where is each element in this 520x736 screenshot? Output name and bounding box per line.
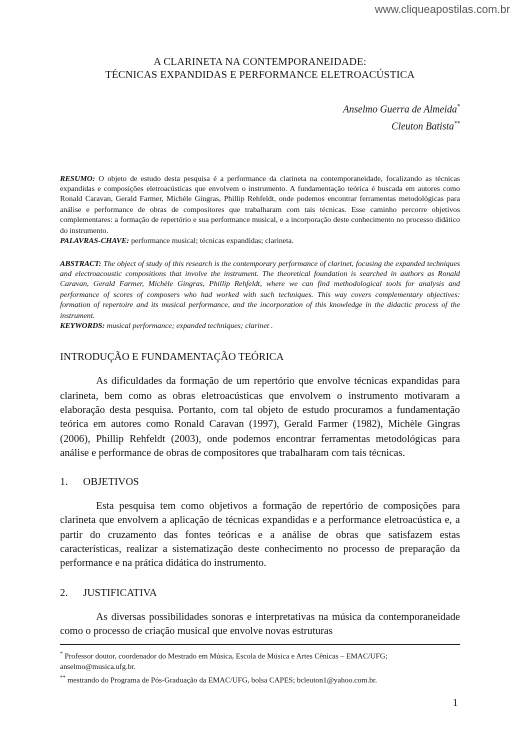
document-page (60, 56, 460, 639)
keywords-text: musical performance; expanded techniques; clarinet . (104, 320, 273, 330)
justificativa-paragraph: As diversas possibilidades sonoras e interpretativas na música da contemporaneidade como o processo de criação musical que envolve novas estruturas (60, 611, 460, 637)
palavras-chave-text: performance musical; técnicas expandidas; clarineta. (129, 236, 294, 246)
intro-paragraph: As dificuldades da formação de um repertório que envolve técnicas expandidas para clarineta, bem como as obras eletroacústicas que envolvem o instrumento motivaram a elaboração desta pesquisa. Portanto, com tal objeto de estudo procuramos a fundamentação teórica em autores como Ronald Caravan (1997), Gerald Farmer (1982), Michèle Gingras (2006), Phillip Rehfeldt (2003), onde podemos encontrar ferramentas metodológicas para análise e performance de obras de compositores que trabalharam com tais técnicas. (60, 376, 460, 459)
title-line-1: A CLARINETA NA CONTEMPORANEIDADE: (153, 57, 367, 68)
objetivos-heading (60, 476, 460, 490)
abstract-block (60, 259, 460, 332)
justificativa-heading (60, 587, 460, 601)
justificativa-title: JUSTIFICATIVA (83, 587, 157, 599)
abstract-text: The object of study of this research is the contemporary performance of clarinet, focusing the expanded techniques and electroacoustic compositions that involve the instrument. The theoretical foundation is searched in authors as Ronald Caravan, Gerald Farmer, Michèle Gingras, Phillip Rehfeldt, where we can find methodological tools for analysis and performance of scores of composers who had worked with such techniques. This way covers complementary objectives: formation of repertoire and its musical performance, and the incorporation of this knowledge in the didactic process of the instrument. (60, 258, 460, 320)
footnotes (60, 644, 460, 686)
author-list (60, 100, 460, 135)
page-number: 1 (452, 697, 458, 709)
footnote-1: * Professor doutor, coordenador do Mestrado em Música, Escola de Música e Artes Cênicas – EMAC/UFG; anselmo@musica.ufg.br. (60, 651, 388, 672)
objetivos-title: OBJETIVOS (83, 477, 140, 489)
author-2: Cleuton Batista** (391, 121, 460, 133)
document-title (60, 56, 460, 82)
justificativa-number: 2. (60, 587, 68, 599)
abstract-label: ABSTRACT: (60, 258, 102, 268)
palavras-chave-label: PALAVRAS-CHAVE: (60, 236, 130, 246)
title-line-2: TÉCNICAS EXPANDIDAS E PERFORMANCE ELETROACÚSTICA (105, 70, 415, 81)
keywords-label: KEYWORDS: (60, 320, 105, 330)
resumo-block (60, 174, 460, 247)
resumo-text: O objeto de estudo desta pesquisa é a performance da clarineta na contemporaneidade, focalizando as técnicas expandidas e composições eletroacústicas que envolvem o instrumento. A fundamentação teórica é buscada em autores como Ronald Caravan, Gerald Farmer, Michèle Gingras, Phillip Rehfeldt, onde podemos encontrar ferramentas metodológicas para análise e performance de obras de compositores que trabalharam com tais técnicas. Esse caminho percorre objetivos complementares: a formação de repertório e sua performance musical, e a incorporação deste conhecimento no processo didático do instrumento. (60, 173, 460, 235)
intro-heading: INTRODUÇÃO E FUNDAMENTAÇÃO TEÓRICA (60, 352, 284, 364)
author-1: Anselmo Guerra de Almeida* (343, 104, 460, 116)
footnote-2: ** mestrando do Programa de Pós-Graduação da EMAC/UFG, bolsa CAPES; bcleuton1@yahoo.com.br. (60, 674, 378, 685)
objetivos-number: 1. (60, 477, 68, 489)
objetivos-paragraph: Esta pesquisa tem como objetivos a formação de repertório de composições para clarineta que envolvem a aplicação de técnicas expandidas e a performance eletroacústica e, a partir do cruzamento das fontes teóricas e a análise de obras que satisfazem estas características, realizar a sistematização deste conhecimento no processo de preparação da performance e na prática didática do instrumento. (60, 501, 460, 570)
watermark: www.cliqueapostilas.com.br (374, 4, 510, 16)
resumo-label: RESUMO: (60, 173, 96, 183)
